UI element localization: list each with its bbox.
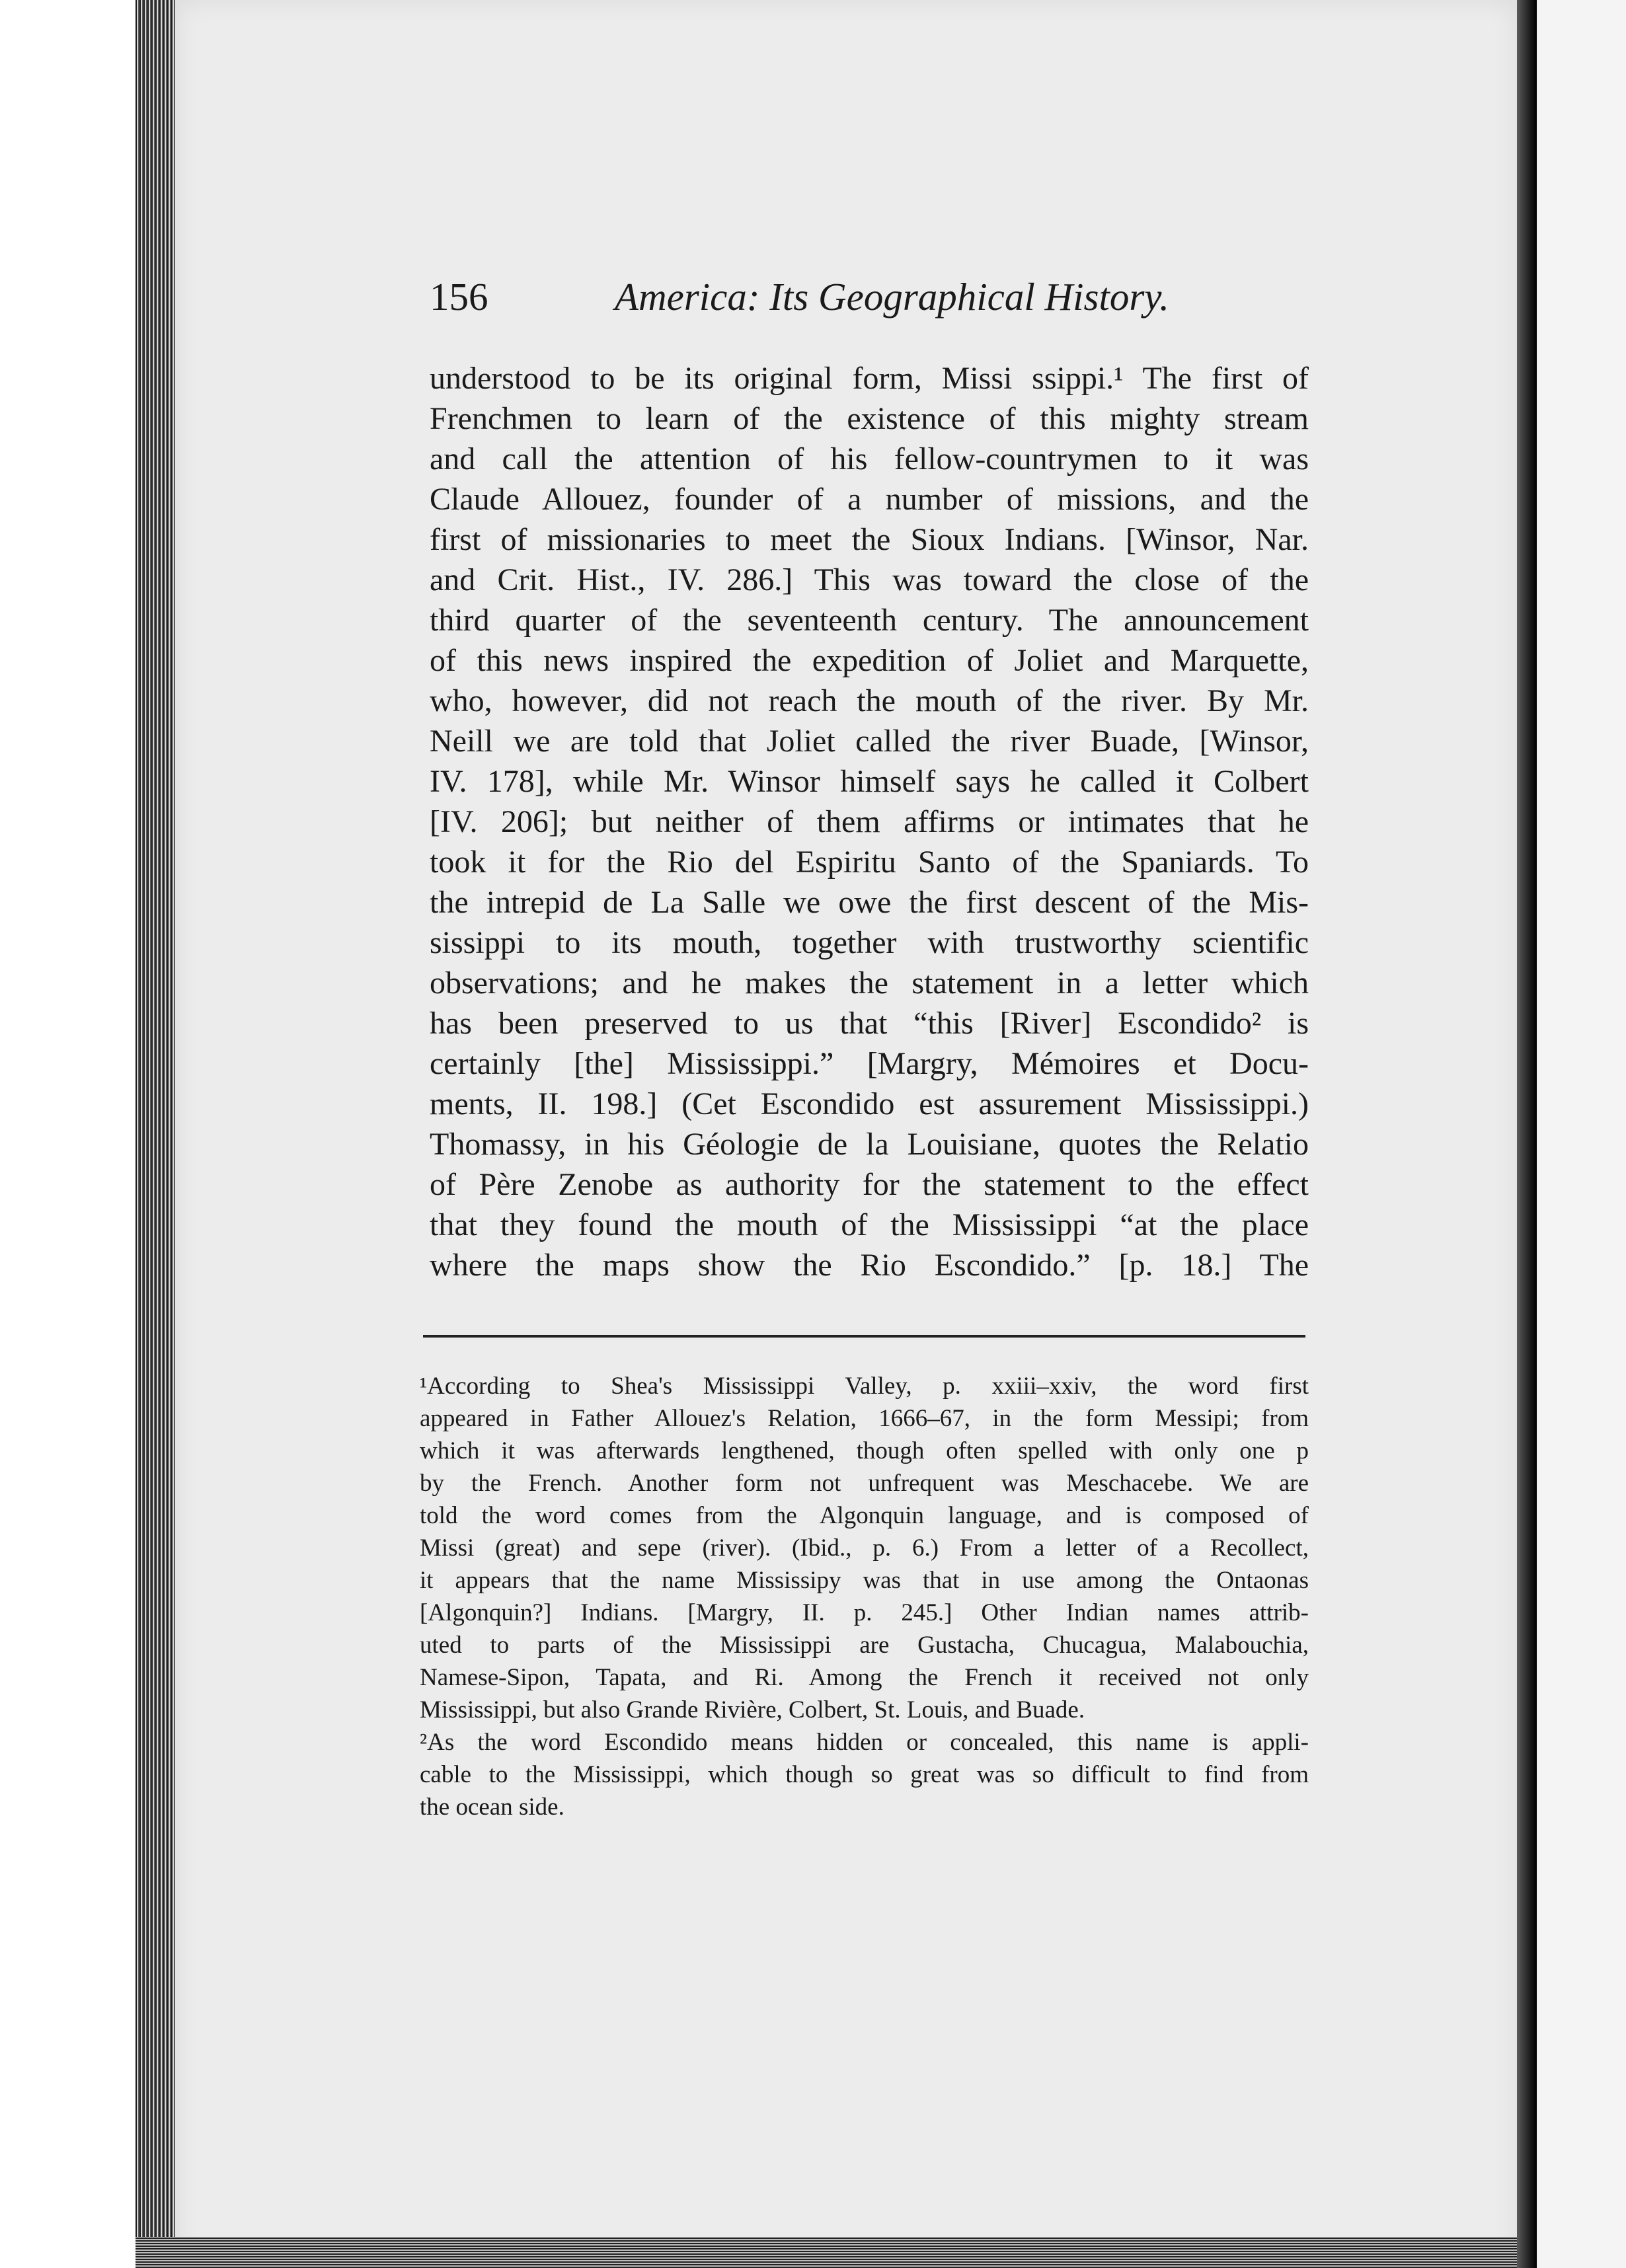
footnote-line: Namese-Sipon, Tapata, and Ri. Among the French it received not only xyxy=(420,1664,1309,1691)
page-bottom-edge xyxy=(136,2237,1517,2268)
page-header xyxy=(430,274,1296,321)
text-line: IV. 178], while Mr. Winsor himself says he called it Colbert xyxy=(430,764,1309,799)
footnote-line: Missi (great) and sepe (river). (Ibid., p. 6.) From a letter of a Recollect, xyxy=(420,1534,1309,1562)
text-line: sissippi to its mouth, together with trustworthy scientific xyxy=(430,925,1309,960)
text-line: Claude Allouez, founder of a number of missions, and the xyxy=(430,482,1309,517)
page-number: 156 xyxy=(430,275,488,319)
text-line: Thomassy, in his Géologie de la Louisiane, quotes the Relatio xyxy=(430,1127,1309,1162)
page-stack-edge xyxy=(136,0,175,2268)
text-line: third quarter of the seventeenth century. The announcement xyxy=(430,603,1309,638)
text-line: the intrepid de La Salle we owe the first descent of the Mis- xyxy=(430,885,1309,920)
text-line: and call the attention of his fellow-countrymen to it was xyxy=(430,441,1309,476)
text-line: that they found the mouth of the Mississippi “at the place xyxy=(430,1207,1309,1242)
footnote-line: it appears that the name Mississipy was that in use among the Ontaonas xyxy=(420,1567,1309,1594)
footnote-line: ¹According to Shea's Mississippi Valley, p. xxiii–xxiv, the word first xyxy=(420,1373,1309,1400)
running-title: America: Its Geographical History. xyxy=(615,275,1169,319)
text-line: and Crit. Hist., IV. 286.] This was toward the close of the xyxy=(430,562,1309,597)
text-line: ments, II. 198.] (Cet Escondido est assurement Mississippi.) xyxy=(430,1086,1309,1121)
text-line: [IV. 206]; but neither of them affirms or intimates that he xyxy=(430,804,1309,839)
text-line: observations; and he makes the statement in a letter which xyxy=(430,965,1309,1001)
text-line: who, however, did not reach the mouth of the river. By Mr. xyxy=(430,683,1309,718)
footnote-rule xyxy=(423,1335,1305,1338)
footnote-line: which it was afterwards lengthened, though often spelled with only one p xyxy=(420,1437,1309,1464)
text-line: first of missionaries to meet the Sioux Indians. [Winsor, Nar. xyxy=(430,522,1309,557)
footnote-line: uted to parts of the Mississippi are Gustacha, Chucagua, Malabouchia, xyxy=(420,1632,1309,1659)
footnote-line: [Algonquin?] Indians. [Margry, II. p. 245.] Other Indian names attrib- xyxy=(420,1599,1309,1626)
text-line: where the maps show the Rio Escondido.” [p. 18.] The xyxy=(430,1248,1309,1283)
facing-page-edge xyxy=(1537,0,1626,2268)
text-line: Neill we are told that Joliet called the river Buade, [Winsor, xyxy=(430,724,1309,759)
text-line: has been preserved to us that “this [River] Escondido² is xyxy=(430,1006,1309,1041)
text-line: of this news inspired the expedition of Joliet and Marquette, xyxy=(430,643,1309,678)
text-line: took it for the Rio del Espiritu Santo of the Spaniards. To xyxy=(430,845,1309,880)
text-line: certainly [the] Mississippi.” [Margry, Mémoires et Docu- xyxy=(430,1046,1309,1081)
footnote-line: Mississippi, but also Grande Rivière, Colbert, St. Louis, and Buade. xyxy=(420,1696,1085,1723)
footnote-line: appeared in Father Allouez's Relation, 1666–67, in the form Messipi; from xyxy=(420,1405,1309,1432)
binding-gutter xyxy=(1517,0,1537,2268)
text-line: understood to be its original form, Missi ssippi.¹ The first of xyxy=(430,361,1309,396)
text-line: Frenchmen to learn of the existence of this mighty stream xyxy=(430,401,1309,436)
footnote-line: the ocean side. xyxy=(420,1794,564,1821)
footnote-line: cable to the Mississippi, which though so great was so difficult to find from xyxy=(420,1761,1309,1788)
footnote-line: told the word comes from the Algonquin language, and is composed of xyxy=(420,1502,1309,1529)
footnote-line: by the French. Another form not unfrequent was Meschacebe. We are xyxy=(420,1470,1309,1497)
footnote-line: ²As the word Escondido means hidden or concealed, this name is appli- xyxy=(420,1729,1309,1756)
text-line: of Père Zenobe as authority for the statement to the effect xyxy=(430,1167,1309,1202)
